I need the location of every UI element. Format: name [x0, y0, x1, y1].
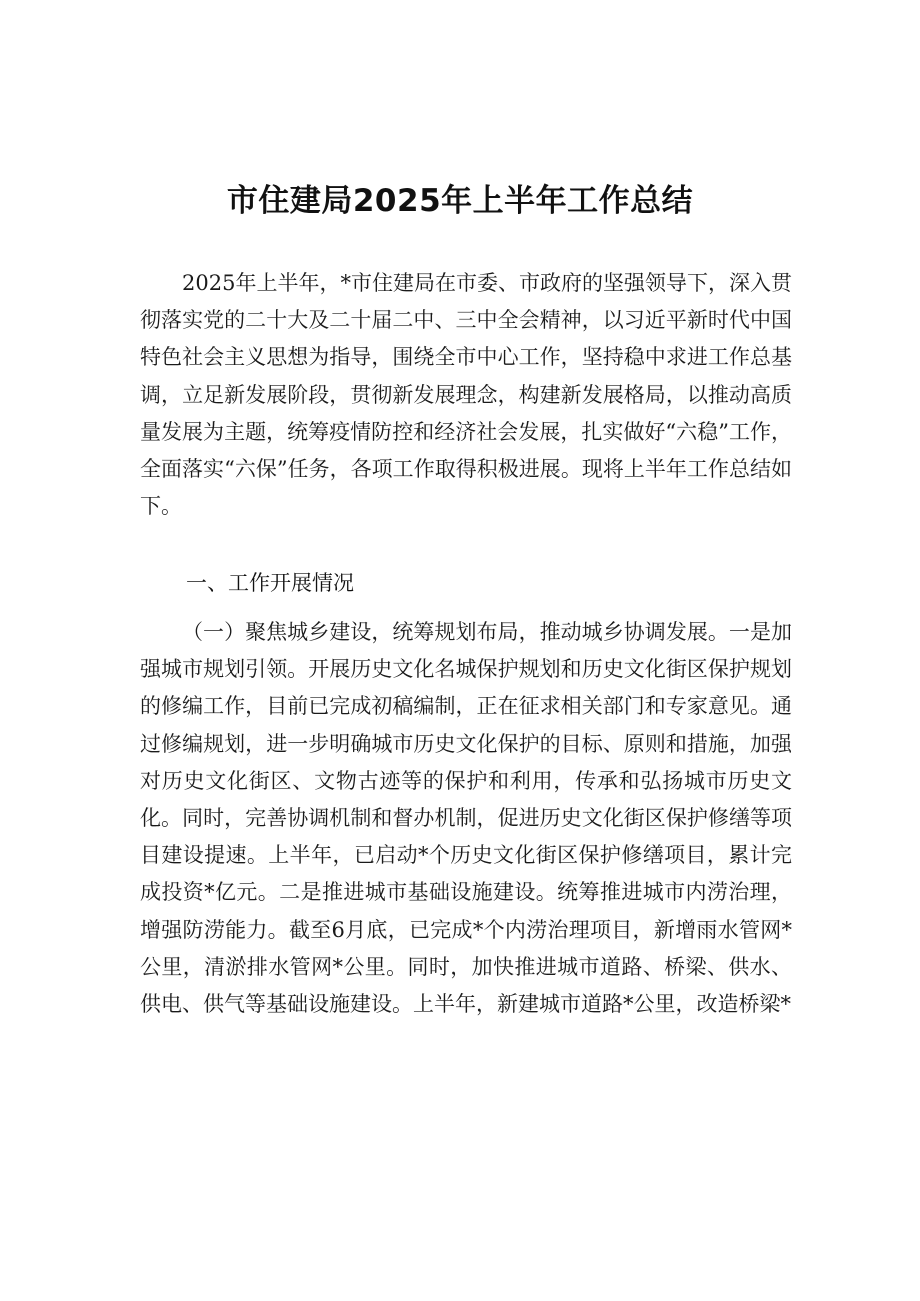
intro-paragraph [140, 265, 792, 525]
intro-paragraph-text: 2025年上半年，*市住建局在市委、市政府的坚强领导下，深入贯彻落实党的二十大及二十届二中、三中全会精神，以习近平新时代中国特色社会主义思想为指导，围绕全市中心工作，坚持稳中求进工作总基调，立足新发展阶段，贯彻新发展理念，构建新发展格局，以推动高质量发展为主题，统筹疫情防控和经济社会发展，扎实做好“六稳”工作，全面落实“六保”任务，各项工作取得积极进展。现将上半年工作总结如下。 [140, 271, 792, 519]
section-paragraph-text: （一）聚焦城乡建设，统筹规划布局，推动城乡协调发展。一是加强城市规划引领。开展历史文化名城保护规划和历史文化街区保护规划的修编工作，目前已完成初稿编制，正在征求相关部门和专家意见。通过修编规划，进一步明确城市历史文化保护的目标、原则和措施，加强对历史文化街区、文物古迹等的保护和利用，传承和弘扬城市历史文化。同时，完善协调机制和督办机制，促进历史文化街区保护修缮等项目建设提速。上半年，已启动*个历史文化街区保护修缮项目，累计完成投资*亿元。二是推进城市基础设施建设。统筹推进城市内涝治理，增强防涝能力。截至6月底，已完成*个内涝治理项目，新增雨水管网*公里，清淤排水管网*公里。同时，加快推进城市道路、桥梁、供水、供电、供气等基础设施建设。上半年，新建城市道路*公里，改造桥梁* [140, 620, 792, 1017]
document-title: 市住建局2025年上半年工作总结 [226, 182, 694, 219]
section-paragraph [140, 614, 792, 1023]
section-heading: 一、工作开展情况 [186, 571, 354, 595]
